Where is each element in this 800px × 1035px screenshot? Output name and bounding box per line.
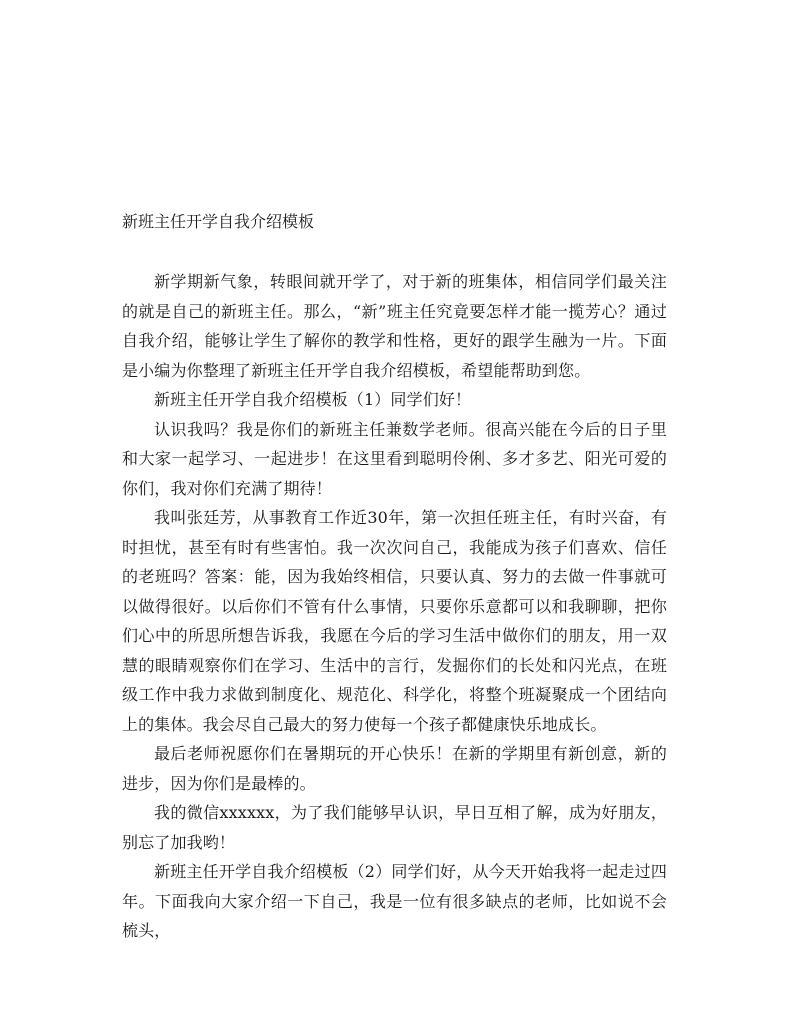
paragraph-wechat: 我的微信xxxxxx，为了我们能够早认识，早日互相了解，成为好朋友，别忘了加我哟！ xyxy=(122,803,667,852)
paragraph-template-2: 新班主任开学自我介绍模板（2）同学们好，从今天开始我将一起走过四年。下面我向大家介绍一下自己，我是一位有很多缺点的老师，比如说不会梳头， xyxy=(122,862,667,940)
paragraph-self-intro: 我叫张廷芳，从事教育工作近30年，第一次担任班主任，有时兴奋，有时担忧，甚至有时有些害怕。我一次次问自己，我能成为孩子们喜欢、信任的老班吗？答案：能，因为我始终相信，只要认真、努力的去做一件事就可以做得很好。以后你们不管有什么事情，只要你乐意都可以和我聊聊，把你们心中的所思所想告诉我，我愿在今后的学习生活中做你们的朋友，用一双慧的眼睛观察你们在学习、生活中的言行，发掘你们的长处和闪光点，在班级工作中我力求做到制度化、规范化、科学化，将整个班凝聚成一个团结向上的集体。我会尽自己最大的努力使每一个孩子都健康快乐地成长。 xyxy=(122,508,667,734)
paragraph-intro: 新学期新气象，转眼间就开学了，对于新的班集体，相信同学们最关注的就是自己的新班主任。那么，“新”班主任究竟要怎样才能一揽芳心？通过自我介绍，能够让学生了解你的教学和性格，更好的跟学生融为一片。下面是小编为你整理了新班主任开学自我介绍模板，希望能帮助到您。 xyxy=(122,272,667,380)
document-title: 新班主任开学自我介绍模板 xyxy=(122,212,315,231)
paragraph-greeting: 认识我吗？我是你们的新班主任兼数学老师。很高兴能在今后的日子里和大家一起学习、一起进步！在这里看到聪明伶俐、多才多艺、阳光可爱的你们，我对你们充满了期待！ xyxy=(122,419,667,498)
paragraph-template-1-heading: 新班主任开学自我介绍模板（1）同学们好！ xyxy=(154,390,472,409)
document-body xyxy=(122,267,667,946)
paragraph-wishes: 最后老师祝愿你们在暑期玩的开心快乐！在新的学期里有新创意，新的进步，因为你们是最棒的。 xyxy=(122,744,667,793)
